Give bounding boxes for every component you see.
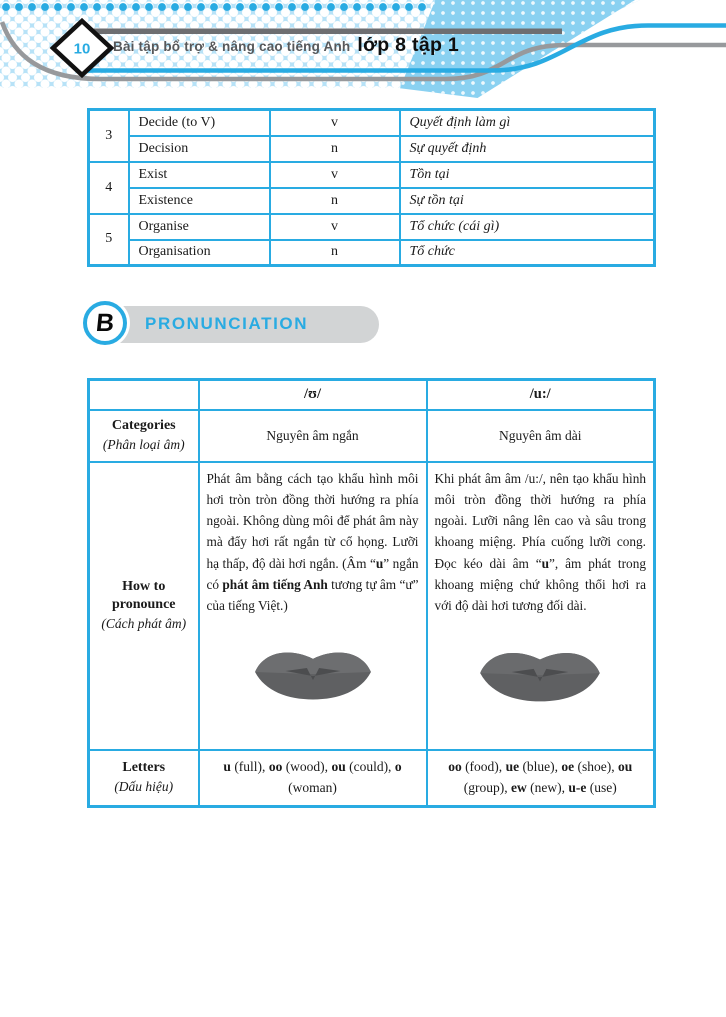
table-row [89,188,655,214]
table-row [89,240,655,266]
how-long-text: Khi phát âm âm /u:/, nên tạo khẩu hình môi tròn đồng thời hướng ra phía ngoài. Lưỡi nâng lên cao và sâu trong khoang miệng. Phía cuống lưỡi cong. Đọc kéo dài âm “u”, âm phát trong khoang miệng chứ không thổi hơi ra với độ dài hơi tương đối dài. [434,470,646,614]
table-row [89,410,655,462]
pos-cell: v [270,214,400,240]
word-cell: Exist [129,162,270,188]
lips-image-wrap [200,638,426,706]
table-row [89,380,655,410]
pronunciation-table [87,378,656,808]
row-number: 5 [89,214,129,266]
row-number: 3 [89,110,129,162]
phoneme-short: /ʊ/ [199,380,427,410]
letters-long-cell: oo (food), ue (blue), oe (shoe), ou (group), ew (new), u-e (use) [427,750,655,807]
vocabulary-table [87,108,656,267]
table-row [89,162,655,188]
table-row [89,462,655,750]
how-label-cell [89,462,199,750]
meaning-cell: Tổ chức (cái gì) [400,214,655,240]
categories-label-cell [89,410,199,462]
how-short-cell [199,462,427,750]
how-sublabel: (Cách phát âm) [101,616,187,632]
word-cell: Organisation [129,240,270,266]
table-row [89,136,655,162]
row-number: 4 [89,162,129,214]
lips-icon [476,638,604,704]
word-cell: Existence [129,188,270,214]
word-cell: Decision [129,136,270,162]
pos-cell: n [270,188,400,214]
pos-cell: n [270,136,400,162]
meaning-cell: Sự tồn tại [400,188,655,214]
book-title-regular: Bài tập bổ trợ & nâng cao tiếng Anh [113,39,351,54]
table-row [89,750,655,807]
meaning-cell: Sự quyết định [400,136,655,162]
book-title-bold: lớp 8 tập 1 [357,34,460,56]
pos-cell: v [270,162,400,188]
phoneme-long: /u:/ [427,380,655,410]
meaning-cell: Tồn tại [400,162,655,188]
how-label: How to pronounce [111,578,176,613]
empty-cell [89,380,199,410]
how-long-cell [427,462,655,750]
letters-sublabel: (Dấu hiệu) [114,779,174,795]
letters-short-cell: u (full), oo (wood), ou (could), o (woman) [199,750,427,807]
section-title: PRONUNCIATION [145,314,309,333]
table-row [89,214,655,240]
lips-icon [251,638,375,702]
pos-cell: v [270,110,400,136]
categories-sublabel: (Phân loại âm) [102,436,185,452]
lips-image-wrap [428,638,654,708]
meaning-cell: Quyết định làm gì [400,110,655,136]
category-short-cell: Nguyên âm ngắn [199,410,427,462]
categories-label: Categories [111,417,176,433]
page-number: 10 [73,40,91,58]
book-title [113,34,459,64]
section-badge-letter: B [94,308,116,337]
category-long-cell: Nguyên âm dài [427,410,655,462]
table-row [89,110,655,136]
how-short-text: Phát âm bằng cách tạo khẩu hình môi hơi tròn tròn đồng thời hướng ra phía ngoài. Không dùng môi để phát âm này mà đẩy hơi rất ngắn từ cổ họng. Lưỡi hạ thấp, độ dài hơi ngắn. (Âm “u” ngắn có phát âm tiếng Anh tương tự âm “ư” của tiếng Việt.) [206,470,419,614]
meaning-cell: Tổ chức [400,240,655,266]
pos-cell: n [270,240,400,266]
section-b-badge-icon [83,301,127,345]
letters-label: Letters [122,760,166,776]
word-cell: Decide (to V) [129,110,270,136]
word-cell: Organise [129,214,270,240]
letters-label-cell [89,750,199,807]
section-heading [83,301,403,347]
